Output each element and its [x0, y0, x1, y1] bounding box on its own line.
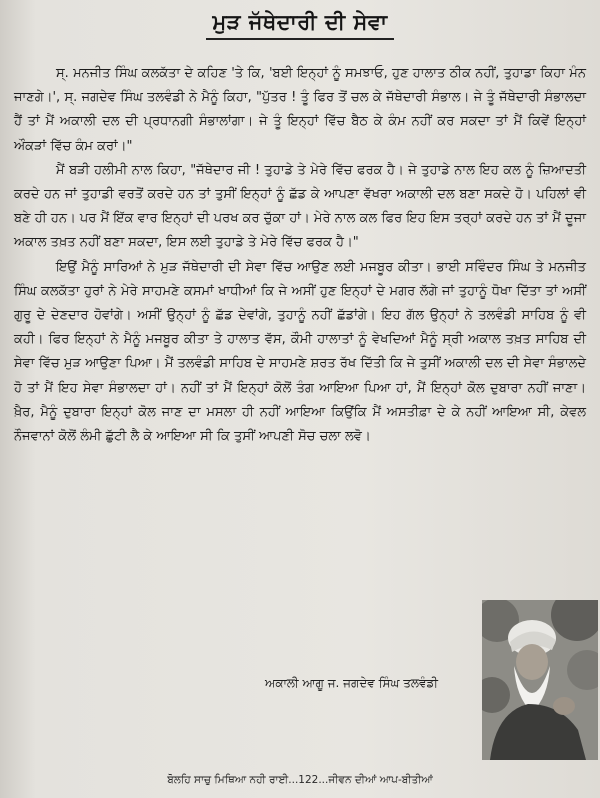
- page-title: ਮੁੜ ਜੱਥੇਦਾਰੀ ਦੀ ਸੇਵਾ: [206, 10, 393, 40]
- body-text: [14, 62, 586, 449]
- portrait-photo: [482, 600, 598, 760]
- photo-caption: ਅਕਾਲੀ ਆਗੂ ਜ. ਜਗਦੇਵ ਸਿੰਘ ਤਲਵੰਡੀ: [265, 676, 438, 690]
- paragraph-3: ਇਉਂ ਮੈਨੂੰ ਸਾਰਿਆਂ ਨੇ ਮੁੜ ਜੱਥੇਦਾਰੀ ਦੀ ਸੇਵਾ ਵਿੱਚ ਆਉਣ ਲਈ ਮਜਬੂਰ ਕੀਤਾ। ਭਾਈ ਸਵਿੰਦਰ ਸਿੰਘ ਤੇ ਮਨਜੀਤ ਸਿੰਘ ਕਲਕੱਤਾ ਹੁਰਾਂ ਨੇ ਮੇਰੇ ਸਾਹਮਣੇ ਕਸਮਾਂ ਖਾਧੀਆਂ ਕਿ ਜੇ ਅਸੀਂ ਹੁਣ ਇਨ੍ਹਾਂ ਦੇ ਮਗਰ ਲੱਗੇ ਜਾਂ ਤੁਹਾਨੂੰ ਧੋਖਾ ਦਿੱਤਾ ਤਾਂ ਅਸੀਂ ਗੁਰੂ ਦੇ ਦੇਣਦਾਰ ਹੋਵਾਂਗੇ। ਅਸੀਂ ਉਨ੍ਹਾਂ ਨੂੰ ਛੱਡ ਦੇਵਾਂਗੇ, ਤੁਹਾਨੂੰ ਨਹੀਂ ਛੱਡਾਂਗੇ। ਇਹ ਗੱਲ ਉਨ੍ਹਾਂ ਨੇ ਤਲਵੰਡੀ ਸਾਹਿਬ ਨੂੰ ਵੀ ਕਹੀ। ਫਿਰ ਇਨ੍ਹਾਂ ਨੇ ਮੈਨੂੰ ਮਜਬੂਰ ਕੀਤਾ ਤੇ ਹਾਲਾਤ ਵੱਸ, ਕੌਮੀ ਹਾਲਾਤਾਂ ਨੂੰ ਵੇਖਦਿਆਂ ਮੈਨੂੰ ਸ੍ਰੀ ਅਕਾਲ ਤਖ਼ਤ ਸਾਹਿਬ ਦੀ ਸੇਵਾ ਵਿੱਚ ਮੁੜ ਆਉਣਾ ਪਿਆ। ਮੈਂ ਤਲਵੰਡੀ ਸਾਹਿਬ ਦੇ ਸਾਹਮਣੇ ਸ਼ਰਤ ਰੱਖ ਦਿੱਤੀ ਕਿ ਜੇ ਤੁਸੀਂ ਅਕਾਲੀ ਦਲ ਦੀ ਸੇਵਾ ਸੰਭਾਲਦੇ ਹੋ ਤਾਂ ਮੈਂ ਇਹ ਸੇਵਾ ਸੰਭਾਲਦਾ ਹਾਂ। ਨਹੀਂ ਤਾਂ ਮੈਂ ਇਨ੍ਹਾਂ ਕੋਲੋਂ ਤੰਗ ਆਇਆ ਪਿਆ ਹਾਂ, ਮੈਂ ਇਨ੍ਹਾਂ ਕੋਲ ਦੁਬਾਰਾ ਨਹੀਂ ਜਾਣਾ। ਖ਼ੈਰ, ਮੈਨੂੰ ਦੁਬਾਰਾ ਇਨ੍ਹਾਂ ਕੋਲ ਜਾਣ ਦਾ ਮਸਲਾ ਹੀ ਨਹੀਂ ਆਇਆ ਕਿਉਂਕਿ ਮੈਂ ਅਸਤੀਫ਼ਾ ਦੇ ਕੇ ਨਹੀਂ ਆਇਆ ਸੀ, ਕੇਵਲ ਨੌਜਵਾਨਾਂ ਕੋਲੋਂ ਲੰਮੀ ਛੁੱਟੀ ਲੈ ਕੇ ਆਇਆ ਸੀ ਕਿ ਤੁਸੀਂ ਆਪਣੀ ਸੋਚ ਚਲਾ ਲਵੋ।: [14, 259, 586, 445]
- title-wrap: [0, 10, 600, 40]
- page-footer: ਬੋਲਹਿ ਸਾਚੁ ਮਿਥਿਆ ਨਹੀ ਰਾਈ...122...ਜੀਵਨ ਦੀਆਂ ਆਪ-ਬੀਤੀਆਂ: [167, 774, 433, 786]
- portrait-photo-icon: [482, 600, 598, 760]
- paragraph-2: ਮੈਂ ਬੜੀ ਹਲੀਮੀ ਨਾਲ ਕਿਹਾ, "ਜੱਥੇਦਾਰ ਜੀ ! ਤੁਹਾਡੇ ਤੇ ਮੇਰੇ ਵਿੱਚ ਫਰਕ ਹੈ। ਜੇ ਤੁਹਾਡੇ ਨਾਲ ਇਹ ਕਲ ਨੂੰ ਜ਼ਿਆਦਤੀ ਕਰਦੇ ਹਨ ਜਾਂ ਤੁਹਾਡੀ ਵਰਤੋਂ ਕਰਦੇ ਹਨ ਤਾਂ ਤੁਸੀਂ ਇਨ੍ਹਾਂ ਨੂੰ ਛੱਡ ਕੇ ਆਪਣਾ ਵੱਖਰਾ ਅਕਾਲੀ ਦਲ ਬਣਾ ਸਕਦੇ ਹੋ। ਪਹਿਲਾਂ ਵੀ ਬਣੇ ਹੀ ਹਨ। ਪਰ ਮੈਂ ਇੱਕ ਵਾਰ ਇਨ੍ਹਾਂ ਦੀ ਪਰਖ ਕਰ ਚੁੱਕਾ ਹਾਂ। ਮੇਰੇ ਨਾਲ ਕਲ ਫਿਰ ਇਹ ਇਸ ਤਰ੍ਹਾਂ ਕਰਦੇ ਹਨ ਤਾਂ ਮੈਂ ਦੂਜਾ ਅਕਾਲ ਤਖ਼ਤ ਨਹੀਂ ਬਣਾ ਸਕਦਾ, ਇਸ ਲਈ ਤੁਹਾਡੇ ਤੇ ਮੇਰੇ ਵਿੱਚ ਫਰਕ ਹੈ।": [14, 162, 586, 251]
- paragraph-1: ਸ੍. ਮਨਜੀਤ ਸਿੰਘ ਕਲਕੱਤਾ ਦੇ ਕਹਿਣ 'ਤੇ ਕਿ, 'ਬਈ ਇਨ੍ਹਾਂ ਨੂੰ ਸਮਝਾਓ, ਹੁਣ ਹਾਲਾਤ ਠੀਕ ਨਹੀਂ, ਤੁਹਾਡਾ ਕਿਹਾ ਮੰਨ ਜਾਣਗੇ।', ਸ੍. ਜਗਦੇਵ ਸਿੰਘ ਤਲਵੰਡੀ ਨੇ ਮੈਨੂੰ ਕਿਹਾ, "ਪੁੱਤਰ ! ਤੂੰ ਫਿਰ ਤੋਂ ਚਲ ਕੇ ਜੱਥੇਦਾਰੀ ਸੰਭਾਲ। ਜੇ ਤੂੰ ਜੱਥੇਦਾਰੀ ਸੰਭਾਲਦਾ ਹੈਂ ਤਾਂ ਮੈਂ ਅਕਾਲੀ ਦਲ ਦੀ ਪ੍ਰਧਾਨਗੀ ਸੰਭਾਲਾਂਗਾ। ਜੇ ਤੂੰ ਇਨ੍ਹਾਂ ਵਿੱਚ ਬੈਠ ਕੇ ਕੰਮ ਨਹੀਂ ਕਰ ਸਕਦਾ ਤਾਂ ਮੈਂ ਕਿਵੇਂ ਇਨ੍ਹਾਂ ਔਕੜਾਂ ਵਿੱਚ ਕੰਮ ਕਰਾਂ।": [14, 66, 586, 154]
